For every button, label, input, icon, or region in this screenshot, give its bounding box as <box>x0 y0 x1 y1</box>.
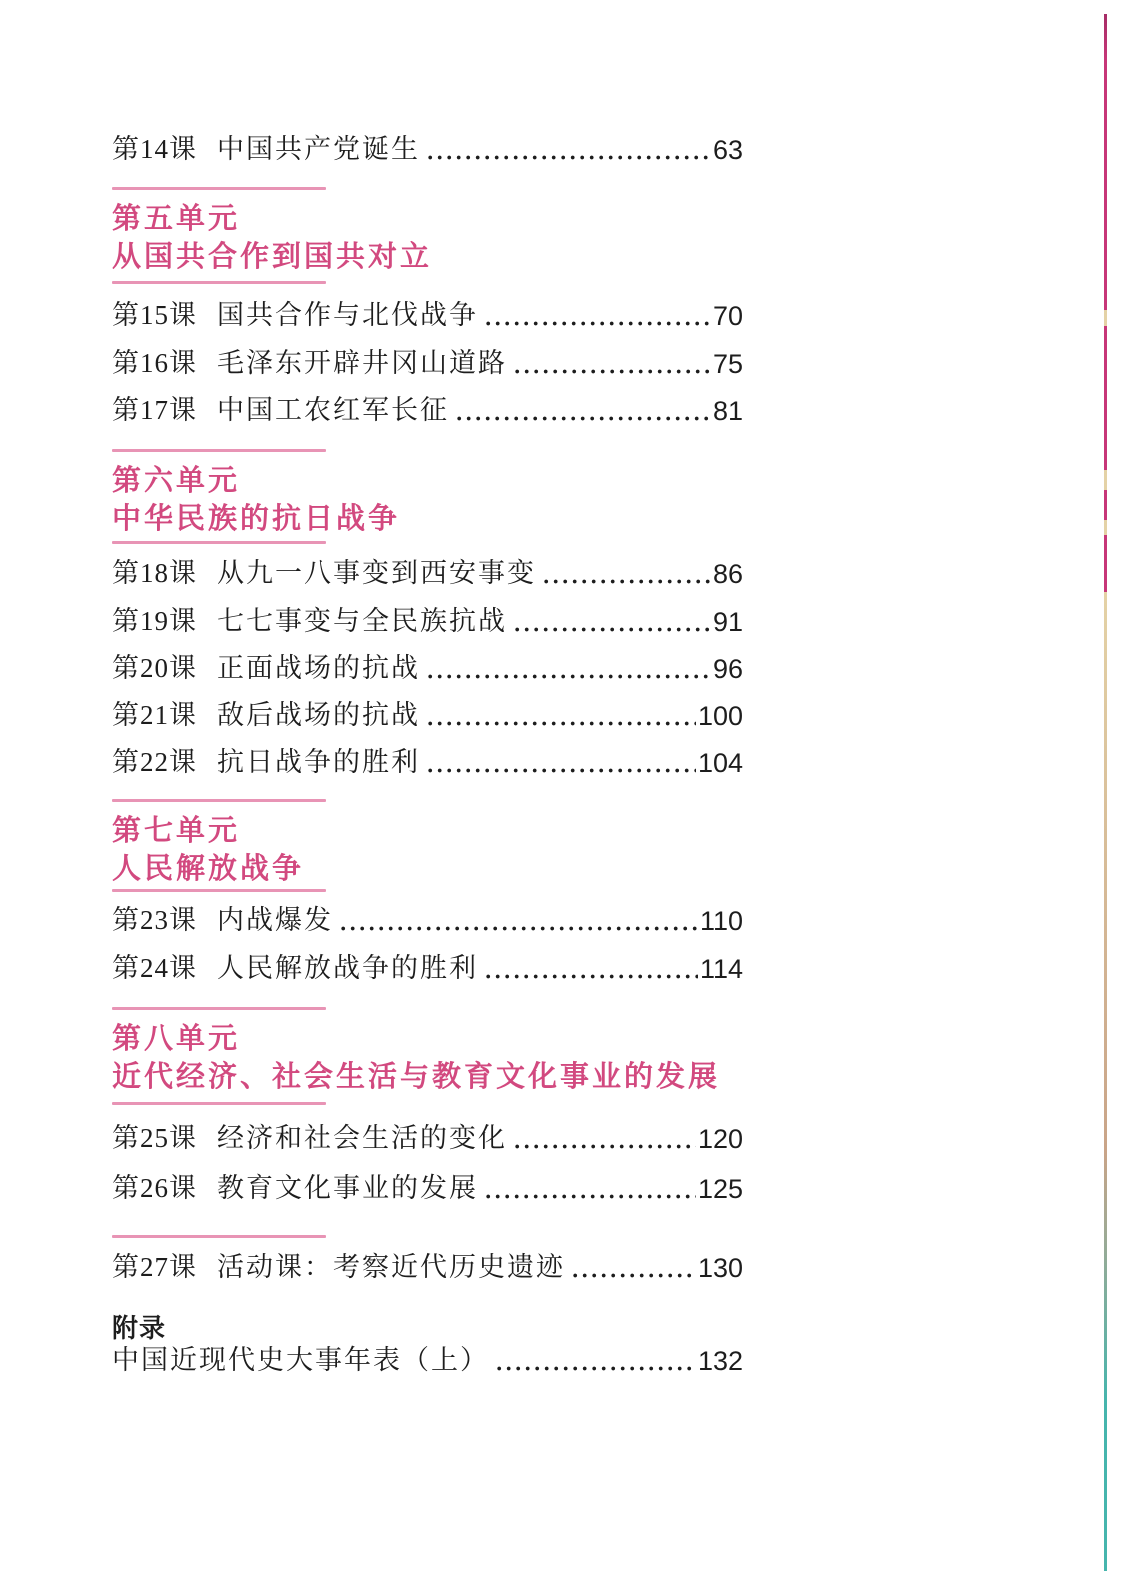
page-number: 120 <box>697 1124 743 1154</box>
lesson-title: 正面战场的抗战 <box>217 653 420 683</box>
dot-leader <box>573 1272 696 1279</box>
toc-entry <box>112 653 743 685</box>
edge-strip-segment <box>1104 490 1107 520</box>
page-number: 91 <box>712 607 743 637</box>
lesson-number: 第25课 <box>112 1123 197 1153</box>
appendix-heading: 附录 <box>112 1313 167 1343</box>
unit-heading <box>112 200 432 276</box>
unit-number: 第六单元 <box>112 465 241 497</box>
lesson-number: 第19课 <box>112 606 197 636</box>
edge-strip-segment <box>1104 14 1107 60</box>
unit-divider-line <box>112 1007 326 1010</box>
page-number: 63 <box>712 135 743 165</box>
table-of-contents <box>112 0 743 1571</box>
dot-leader <box>515 626 711 633</box>
toc-entry <box>112 1123 743 1155</box>
unit-number: 第八单元 <box>112 1023 241 1055</box>
toc-entry <box>112 348 743 380</box>
lesson-title: 毛泽东开辟井冈山道路 <box>217 348 507 378</box>
lesson-number: 第18课 <box>112 558 197 588</box>
page-number: 125 <box>697 1174 743 1204</box>
lesson-number: 第22课 <box>112 747 197 777</box>
lesson-title: 中国工农红军长征 <box>217 395 449 425</box>
page-number: 114 <box>699 954 743 984</box>
lesson-number: 第27课 <box>112 1252 197 1282</box>
lesson-number: 第26课 <box>112 1173 197 1203</box>
lesson-title: 从九一八事变到西安事变 <box>217 558 536 588</box>
dot-leader <box>428 720 696 727</box>
edge-strip-segment <box>1104 1402 1107 1571</box>
dot-leader <box>428 154 711 161</box>
lesson-title: 经济和社会生活的变化 <box>217 1123 507 1153</box>
dot-leader <box>486 320 711 327</box>
dot-leader <box>428 767 696 774</box>
lesson-number: 第14课 <box>112 134 197 164</box>
unit-divider-line <box>112 187 326 190</box>
lesson-title: 抗日战争的胜利 <box>217 747 420 777</box>
unit-divider-line <box>112 449 326 452</box>
unit-divider-line <box>112 281 326 284</box>
page-number: 132 <box>697 1346 743 1376</box>
toc-entry <box>112 558 743 590</box>
lesson-title: 教育文化事业的发展 <box>217 1173 478 1203</box>
dot-leader <box>515 1143 696 1150</box>
lesson-number: 第23课 <box>112 905 197 935</box>
edge-strip-segment <box>1104 470 1107 490</box>
lesson-title: 人民解放战争的胜利 <box>217 953 478 983</box>
page-number: 81 <box>712 396 743 426</box>
dot-leader <box>486 1193 696 1200</box>
lesson-number: 第24课 <box>112 953 197 983</box>
unit-heading <box>112 462 400 538</box>
page-number: 75 <box>712 349 743 379</box>
page-number: 110 <box>699 906 743 936</box>
unit-divider-line <box>112 889 326 892</box>
edge-strip-segment <box>1104 310 1107 326</box>
lesson-title: 内战爆发 <box>217 905 333 935</box>
unit-title: 人民解放战争 <box>112 853 305 885</box>
edge-strip-segment <box>1104 60 1107 310</box>
page-number: 100 <box>697 701 743 731</box>
toc-entry <box>112 1173 743 1205</box>
lesson-title: 敌后战场的抗战 <box>217 700 420 730</box>
dot-leader <box>544 578 711 585</box>
page-number: 130 <box>697 1253 743 1283</box>
edge-strip-segment <box>1104 592 1107 1152</box>
page-number: 86 <box>712 559 743 589</box>
dot-leader <box>497 1365 696 1372</box>
lesson-title: 七七事变与全民族抗战 <box>217 606 507 636</box>
lesson-number: 第17课 <box>112 395 197 425</box>
unit-divider-line <box>112 541 326 544</box>
lesson-number: 第20课 <box>112 653 197 683</box>
unit-number: 第七单元 <box>112 815 241 847</box>
unit-heading <box>112 812 304 888</box>
edge-strip-segment <box>1104 326 1107 470</box>
lesson-number: 第16课 <box>112 348 197 378</box>
toc-entry <box>112 700 743 732</box>
toc-entry <box>112 395 743 427</box>
edge-strip-segment <box>1104 1152 1107 1402</box>
unit-heading <box>112 1020 720 1096</box>
page-edge-strip <box>1104 0 1107 1571</box>
dot-leader <box>457 415 711 422</box>
toc-entry <box>112 905 743 937</box>
page-number: 70 <box>712 301 743 331</box>
lesson-title: 中国共产党诞生 <box>217 134 420 164</box>
dot-leader <box>341 925 698 932</box>
toc-entry <box>112 1345 743 1377</box>
lesson-number: 第15课 <box>112 300 197 330</box>
toc-entry <box>112 134 743 166</box>
unit-title: 近代经济、社会生活与教育文化事业的发展 <box>112 1061 721 1093</box>
toc-entry <box>112 300 743 332</box>
unit-number: 第五单元 <box>112 203 241 235</box>
lesson-title: 活动课：考察近代历史遗迹 <box>217 1252 565 1282</box>
unit-divider-line <box>112 1235 326 1238</box>
page-number: 96 <box>712 654 743 684</box>
lesson-title: 国共合作与北伐战争 <box>217 300 478 330</box>
page-number: 104 <box>697 748 743 778</box>
dot-leader <box>428 673 711 680</box>
unit-divider-line <box>112 799 326 802</box>
edge-strip-segment <box>1104 520 1107 535</box>
dot-leader <box>486 973 698 980</box>
toc-entry <box>112 606 743 638</box>
toc-entry <box>112 1252 743 1284</box>
unit-divider-line <box>112 1102 326 1105</box>
dot-leader <box>515 368 711 375</box>
unit-title: 从国共合作到国共对立 <box>112 241 433 273</box>
edge-strip-segment <box>1104 535 1107 592</box>
lesson-title: 中国近现代史大事年表（上） <box>112 1345 489 1375</box>
toc-entry <box>112 953 743 985</box>
toc-entry <box>112 747 743 779</box>
lesson-number: 第21课 <box>112 700 197 730</box>
unit-title: 中华民族的抗日战争 <box>112 503 401 535</box>
